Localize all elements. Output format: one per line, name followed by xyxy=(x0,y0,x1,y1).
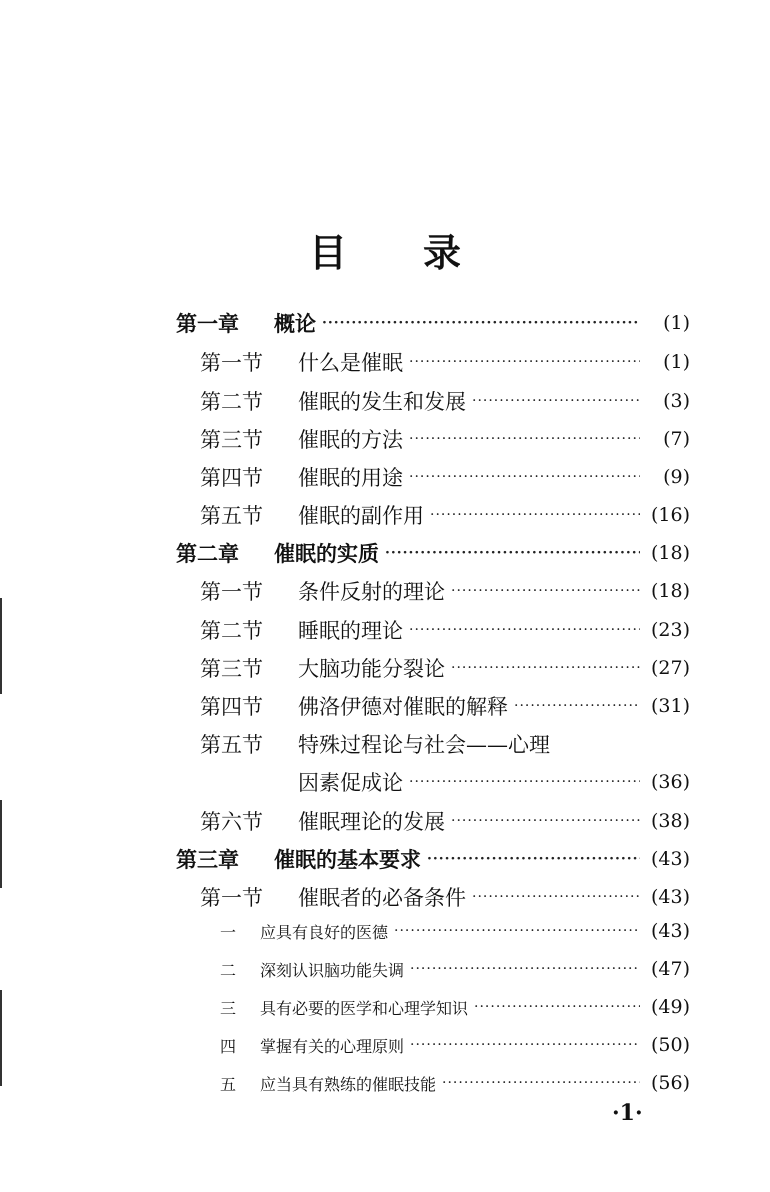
toc-page-number: (43) xyxy=(650,920,690,942)
toc-entry-text: 佛洛伊德对催眠的解释 xyxy=(298,695,508,719)
toc-entry-text: 具有必要的医学和心理学知识 xyxy=(260,998,469,1018)
toc-page-number: (49) xyxy=(650,996,690,1018)
toc-entry-text: 催眠的副作用 xyxy=(298,504,424,528)
toc-page-number: (43) xyxy=(650,848,690,870)
toc-page-number: (38) xyxy=(650,810,690,832)
leader-dots xyxy=(451,814,640,828)
toc-section-label: 第一节 xyxy=(200,351,263,375)
toc-entry-text: 催眠的方法 xyxy=(298,428,403,452)
toc-section-label: 第六节 xyxy=(200,810,263,834)
toc-entry-text: 条件反射的理论 xyxy=(298,580,445,604)
leader-dots xyxy=(427,852,640,866)
toc-chapter-label: 第一章 xyxy=(176,311,239,336)
toc-section-label: 第一节 xyxy=(200,886,263,910)
toc-section-label: 第三节 xyxy=(200,657,263,681)
toc-section-entry[interactable] xyxy=(200,615,690,645)
toc-page-number: (31) xyxy=(650,695,690,717)
scan-edge-mark xyxy=(0,598,2,694)
toc-page-number: (7) xyxy=(663,428,690,450)
toc-page-number: (3) xyxy=(663,390,690,412)
leader-dots xyxy=(514,699,640,713)
toc-page-number: (43) xyxy=(650,886,690,908)
toc-section-entry[interactable] xyxy=(200,691,690,721)
toc-page-number: (27) xyxy=(650,657,690,679)
leader-dots xyxy=(385,546,640,560)
toc-section-entry[interactable] xyxy=(200,806,690,836)
toc-item-label: 三 xyxy=(220,998,237,1018)
toc-entry-text: 什么是催眠 xyxy=(298,351,403,375)
toc-entry-continuation[interactable] xyxy=(200,767,690,797)
toc-entry-text: 应具有良好的医德 xyxy=(260,922,389,942)
leader-dots xyxy=(410,962,640,976)
toc-section-entry[interactable] xyxy=(200,576,690,606)
toc-item-entry[interactable] xyxy=(220,992,690,1022)
toc-chapter-entry[interactable] xyxy=(176,844,690,874)
page-title xyxy=(0,222,770,277)
toc-section-entry[interactable] xyxy=(200,653,690,683)
toc-entry-text: 催眠的用途 xyxy=(298,466,403,490)
toc-item-label: 四 xyxy=(220,1036,237,1056)
toc-entry-text: 特殊过程论与社会——心理 xyxy=(298,733,550,757)
toc-item-entry[interactable] xyxy=(220,1068,690,1098)
leader-dots xyxy=(409,470,640,484)
toc-section-entry[interactable] xyxy=(200,347,690,377)
leader-dots xyxy=(409,355,640,369)
toc-entry-text: 应当具有熟练的催眠技能 xyxy=(260,1074,437,1094)
toc-entry-text: 掌握有关的心理原则 xyxy=(260,1036,405,1056)
toc-page-number: (1) xyxy=(663,351,690,373)
scan-edge-mark xyxy=(0,990,2,1086)
title-char-2: 录 xyxy=(423,230,462,275)
leader-dots xyxy=(322,316,640,330)
toc-section-label: 第三节 xyxy=(200,428,263,452)
leader-dots xyxy=(409,775,640,789)
toc-entry-text: 因素促成论 xyxy=(298,771,403,795)
toc-page-number: (9) xyxy=(663,466,690,488)
toc-section-label: 第一节 xyxy=(200,580,263,604)
toc-entry-text: 催眠的基本要求 xyxy=(274,847,421,872)
toc-section-label: 第二节 xyxy=(200,390,263,414)
title-char-1: 目 xyxy=(308,230,347,275)
toc-page-number: (47) xyxy=(650,958,690,980)
toc-entry-text: 大脑功能分裂论 xyxy=(298,657,445,681)
scan-edge-mark xyxy=(0,800,2,888)
toc-entry-text: 催眠理论的发展 xyxy=(298,810,445,834)
toc-entry-text: 催眠的实质 xyxy=(274,541,379,566)
toc-page-number: (18) xyxy=(650,580,690,602)
toc-section-entry[interactable] xyxy=(200,729,690,759)
leader-dots xyxy=(409,432,640,446)
toc-entry-text: 催眠者的必备条件 xyxy=(298,886,466,910)
toc-section-label: 第五节 xyxy=(200,504,263,528)
page-number: ·1· xyxy=(612,1100,643,1126)
toc-item-label: 二 xyxy=(220,960,237,980)
toc-page-number: (36) xyxy=(650,771,690,793)
toc-chapter-label: 第三章 xyxy=(176,847,239,872)
toc-chapter-entry[interactable] xyxy=(176,538,690,568)
toc-entry-text: 催眠的发生和发展 xyxy=(298,390,466,414)
toc-section-entry[interactable] xyxy=(200,386,690,416)
toc-page-number: (23) xyxy=(650,619,690,641)
toc-section-entry[interactable] xyxy=(200,462,690,492)
toc-page-number: (56) xyxy=(650,1072,690,1094)
toc-section-label: 第四节 xyxy=(200,695,263,719)
toc-item-label: 一 xyxy=(220,922,237,942)
leader-dots xyxy=(442,1076,640,1090)
toc-section-entry[interactable] xyxy=(200,500,690,530)
leader-dots xyxy=(451,584,640,598)
toc-entry-text: 睡眠的理论 xyxy=(298,619,403,643)
toc-section-label: 第四节 xyxy=(200,466,263,490)
leader-dots xyxy=(430,508,640,522)
toc-page-number: (18) xyxy=(650,542,690,564)
toc-section-label: 第二节 xyxy=(200,619,263,643)
leader-dots xyxy=(451,661,640,675)
leader-dots xyxy=(472,890,640,904)
toc-item-label: 五 xyxy=(220,1074,237,1094)
toc-entry-text: 概论 xyxy=(274,311,316,336)
leader-dots xyxy=(410,1038,640,1052)
leader-dots xyxy=(394,924,640,938)
toc-item-entry[interactable] xyxy=(220,916,690,946)
toc-page-number: (16) xyxy=(650,504,690,526)
toc-chapter-entry[interactable] xyxy=(176,308,690,338)
toc-entry-text: 深刻认识脑功能失调 xyxy=(260,960,405,980)
toc-page-number: (50) xyxy=(650,1034,690,1056)
toc-page-number: (1) xyxy=(663,312,690,334)
leader-dots xyxy=(472,394,640,408)
toc-item-entry[interactable] xyxy=(220,1030,690,1060)
toc-section-entry[interactable] xyxy=(200,882,690,912)
leader-dots xyxy=(409,623,640,637)
toc-section-label: 第五节 xyxy=(200,733,263,757)
toc-section-entry[interactable] xyxy=(200,424,690,454)
leader-dots xyxy=(474,1000,640,1014)
toc-item-entry[interactable] xyxy=(220,954,690,984)
toc-chapter-label: 第二章 xyxy=(176,541,239,566)
